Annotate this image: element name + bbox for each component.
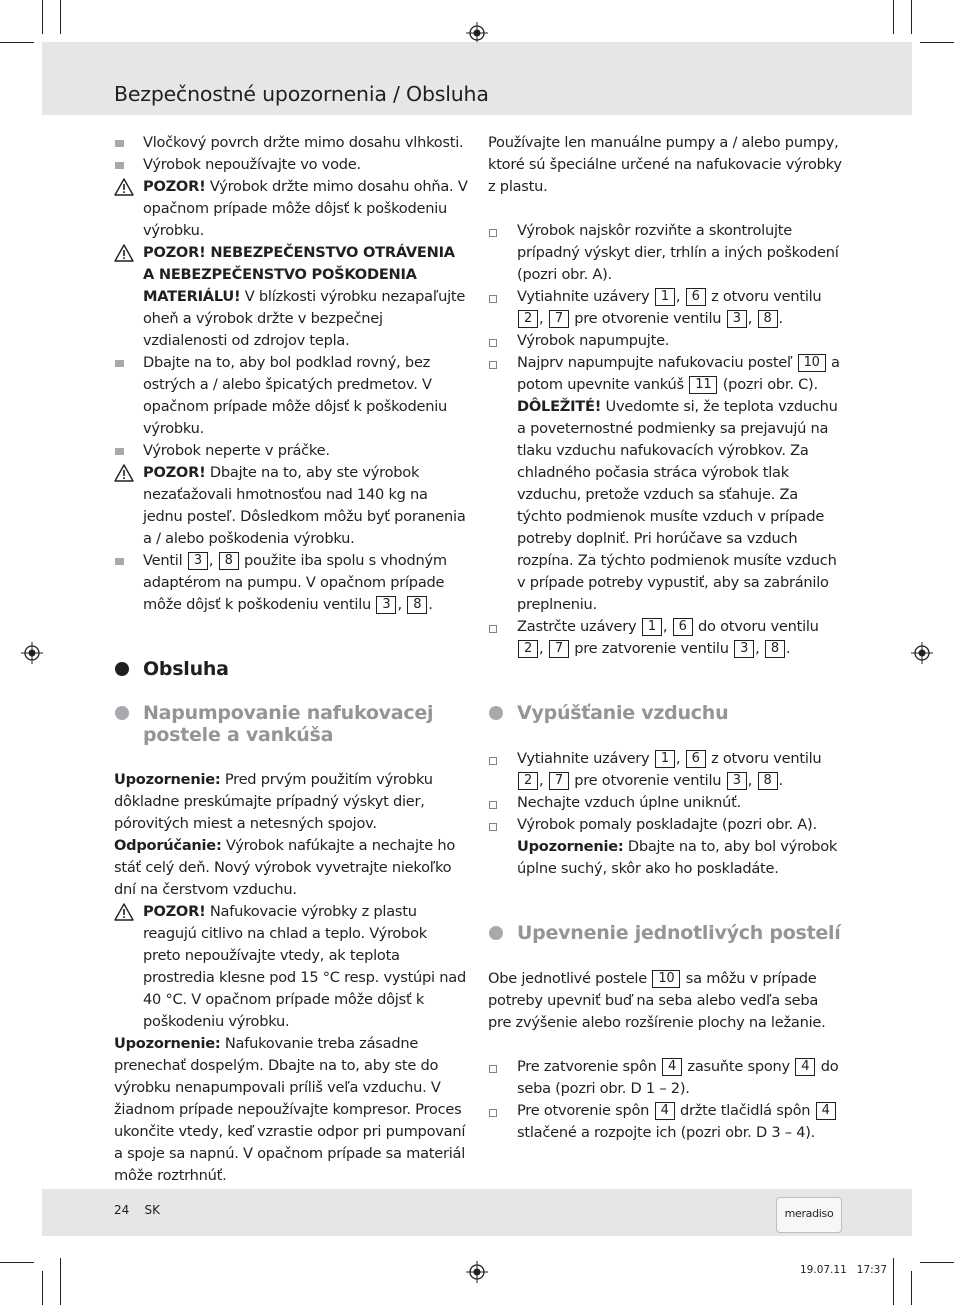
- warning-triangle-icon: [114, 242, 138, 264]
- square-bullet-icon: [115, 140, 124, 147]
- part-ref: 1: [642, 618, 662, 636]
- part-ref: 3: [376, 596, 396, 614]
- right-column: [488, 132, 844, 1144]
- part-ref: 3: [727, 310, 747, 328]
- section-dot-icon: [115, 662, 129, 676]
- registration-mark-icon: [466, 1261, 488, 1283]
- square-bullet-icon: [115, 360, 124, 367]
- step-item: Výrobok napumpujte.: [488, 330, 844, 352]
- checkbox-bullet-icon: [489, 1109, 497, 1117]
- square-bullet-icon: [115, 558, 124, 565]
- brand-logo: meradiso: [776, 1197, 842, 1233]
- part-ref: 3: [188, 552, 208, 570]
- subsection-heading: Napumpovanie nafukovacej postele a vankúša: [114, 702, 468, 746]
- subsection-heading: Vypúšťanie vzduchu: [488, 702, 844, 724]
- registration-mark-icon: [21, 642, 43, 664]
- step-item: Výrobok pomaly poskladajte (pozri obr. A). Upozornenie: Dbajte na to, aby bol výrobok úplne suchý, skôr ako ho poskladáte.: [488, 814, 844, 880]
- registration-mark-icon: [911, 642, 933, 664]
- part-ref: 3: [734, 640, 754, 658]
- crop-mark: [60, 1258, 61, 1305]
- part-ref: 4: [795, 1058, 815, 1076]
- step-item: Najprv napumpujte nafukovaciu posteľ 10 a potom upevnite vankúš 11 (pozri obr. C). DÔLEŽITÉ! Uvedomte si, že teplota vzduchu a poveternostné podmienky sa prejavujú na tlaku vzduchu nafukovacích výrobkov. Za chladného počasia stráca výrobok tlak vzduchu, pretože vzduch sa sťahuje. Za týchto podmienok musíte vzduch v prípade potreby doplniť. Pri horúčave sa vzduch rozpína. Za týchto podmienok musíte vzduch v prípade potreby vypustiť, aby sa zabránilo preplneniu.: [488, 352, 844, 616]
- step-item: Nechajte vzduch úplne uniknúť.: [488, 792, 844, 814]
- part-ref: 11: [689, 376, 717, 394]
- checkbox-bullet-icon: [489, 823, 497, 831]
- part-ref: 7: [549, 310, 569, 328]
- section-dot-icon: [489, 706, 503, 720]
- part-ref: 6: [686, 288, 706, 306]
- note-paragraph: Upozornenie: Pred prvým použitím výrobku dôkladne preskúmajte prípadný výskyt dier, pórovitých miest a netesných spojov.: [114, 771, 433, 832]
- crop-mark: [911, 1271, 912, 1305]
- part-ref: 7: [549, 772, 569, 790]
- part-ref: 2: [518, 310, 538, 328]
- language-code: SK: [144, 1203, 161, 1217]
- part-ref: 2: [518, 640, 538, 658]
- checkbox-bullet-icon: [489, 757, 497, 765]
- part-ref: 1: [655, 750, 675, 768]
- square-bullet-icon: [115, 162, 124, 169]
- checkbox-bullet-icon: [489, 229, 497, 237]
- part-ref: 8: [219, 552, 239, 570]
- crop-mark: [0, 1262, 34, 1263]
- part-ref: 7: [549, 640, 569, 658]
- part-ref: 1: [655, 288, 675, 306]
- page-title: Bezpečnostné upozornenia / Obsluha: [114, 82, 489, 106]
- intro-paragraph: Používajte len manuálne pumpy a / alebo pumpy, ktoré sú špeciálne určené na nafukovacie výrobky z plastu.: [488, 134, 842, 195]
- step-item: Výrobok najskôr rozviňte a skontrolujte prípadný výskyt dier, trhlín a iných poškodení (pozri obr. A).: [488, 220, 844, 286]
- warning-item: POZOR! Dbajte na to, aby ste výrobok nezaťažovali hmotnosťou nad 140 kg na jednu posteľ. Dôsledkom môžu byť poranenia a / alebo poškodenia výrobku.: [114, 462, 468, 550]
- step-item: Pre zatvorenie spôn 4 zasuňte spony 4 do seba (pozri obr. D 1 – 2).: [488, 1056, 844, 1100]
- part-ref: 8: [758, 772, 778, 790]
- registration-mark-icon: [466, 22, 488, 44]
- part-ref: 8: [758, 310, 778, 328]
- paragraph: Obe jednotlivé postele 10 sa môžu v prípade potreby upevniť buď na seba alebo vedľa seba pre zvýšenie alebo rozšírenie plochy na ležanie.: [488, 970, 826, 1031]
- crop-mark: [42, 0, 43, 34]
- crop-mark: [42, 1271, 43, 1305]
- part-ref: 3: [727, 772, 747, 790]
- step-item: Vytiahnite uzávery 1 , 6 z otvoru ventilu 2 , 7 pre otvorenie ventilu 3 , 8 .: [488, 286, 844, 330]
- warning-triangle-icon: [114, 462, 138, 484]
- list-item: Ventil 3 , 8 použite iba spolu s vhodným adaptérom na pumpu. V opačnom prípade môže dôjsť k poškodeniu ventilu 3 , 8 .: [114, 550, 468, 616]
- section-heading: Obsluha: [114, 658, 468, 680]
- part-ref: 4: [662, 1058, 682, 1076]
- section-dot-icon: [489, 926, 503, 940]
- crop-mark: [0, 42, 34, 43]
- part-ref: 4: [655, 1102, 675, 1120]
- checkbox-bullet-icon: [489, 1065, 497, 1073]
- page-number: 24: [114, 1203, 130, 1217]
- crop-mark: [893, 1258, 894, 1305]
- step-item: Pre otvorenie spôn 4 držte tlačidlá spôn 4 stlačené a rozpojte ich (pozri obr. D 3 – 4).: [488, 1100, 844, 1144]
- warning-item: POZOR! NEBEZPEČENSTVO OTRÁVENIA A NEBEZPEČENSTVO POŠKODENIA MATERIÁLU! V blízkosti výrobku nezapaľujte oheň a výrobok držte v bezpečnej vzdialenosti od zdrojov tepla.: [114, 242, 468, 352]
- warning-item: POZOR! Výrobok držte mimo dosahu ohňa. V opačnom prípade môže dôjsť k poškodeniu výrobku.: [114, 176, 468, 242]
- part-ref: 8: [765, 640, 785, 658]
- page-footer: [114, 1203, 160, 1217]
- section-dot-icon: [115, 706, 129, 720]
- part-ref: 10: [798, 354, 826, 372]
- square-bullet-icon: [115, 448, 124, 455]
- checkbox-bullet-icon: [489, 339, 497, 347]
- crop-mark: [920, 1262, 954, 1263]
- warning-triangle-icon: [114, 176, 138, 198]
- step-item: Vytiahnite uzávery 1 , 6 z otvoru ventilu 2 , 7 pre otvorenie ventilu 3 , 8 .: [488, 748, 844, 792]
- step-item: Zastrčte uzávery 1 , 6 do otvoru ventilu 2 , 7 pre zatvorenie ventilu 3 , 8 .: [488, 616, 844, 660]
- checkbox-bullet-icon: [489, 295, 497, 303]
- part-ref: 4: [816, 1102, 836, 1120]
- warning-triangle-icon: [114, 901, 138, 923]
- crop-mark: [893, 0, 894, 34]
- list-item: Vločkový povrch držte mimo dosahu vlhkosti.: [114, 132, 468, 154]
- checkbox-bullet-icon: [489, 801, 497, 809]
- list-item: Výrobok nepoužívajte vo vode.: [114, 154, 468, 176]
- warning-item: POZOR! Nafukovacie výrobky z plastu reagujú citlivo na chlad a teplo. Výrobok preto nepoužívajte vtedy, ak teplota prostredia klesne pod 15 °C resp. vystúpi nad 40 °C. V opačnom prípade môže dôjsť k poškodeniu výrobku.: [114, 901, 468, 1033]
- list-item: Dbajte na to, aby bol podklad rovný, bez ostrých a / alebo špicatých predmetov. V opačnom prípade môže dôjsť k poškodeniu výrobku.: [114, 352, 468, 440]
- recommendation-paragraph: Odporúčanie: Výrobok nafúkajte a nechajte ho stáť celý deň. Nový výrobok vyvetrajte niekoľko dní na čerstvom vzduchu.: [114, 837, 456, 898]
- note-paragraph: Upozornenie: Nafukovanie treba zásadne prenechať dospelým. Dbajte na to, aby ste do výrobku nenapumpovali príliš veľa vzduchu. V žiadnom prípade nepoužívajte kompresor. Proces ukončite vtedy, keď vzrastie odpor pri pumpovaní a spoje sa napnú. V opačnom prípade sa materiál môže roztrhnúť.: [114, 1035, 466, 1184]
- crop-mark: [920, 42, 954, 43]
- print-timestamp: 19.07.11 17:37: [800, 1264, 888, 1276]
- subsection-heading: Upevnenie jednotlivých postelí: [488, 922, 844, 944]
- crop-mark: [911, 0, 912, 34]
- left-column: [114, 132, 468, 1187]
- checkbox-bullet-icon: [489, 361, 497, 369]
- part-ref: 6: [686, 750, 706, 768]
- list-item: Výrobok neperte v práčke.: [114, 440, 468, 462]
- checkbox-bullet-icon: [489, 625, 497, 633]
- part-ref: 8: [407, 596, 427, 614]
- crop-mark: [60, 0, 61, 34]
- part-ref: 2: [518, 772, 538, 790]
- part-ref: 10: [652, 970, 680, 988]
- part-ref: 6: [673, 618, 693, 636]
